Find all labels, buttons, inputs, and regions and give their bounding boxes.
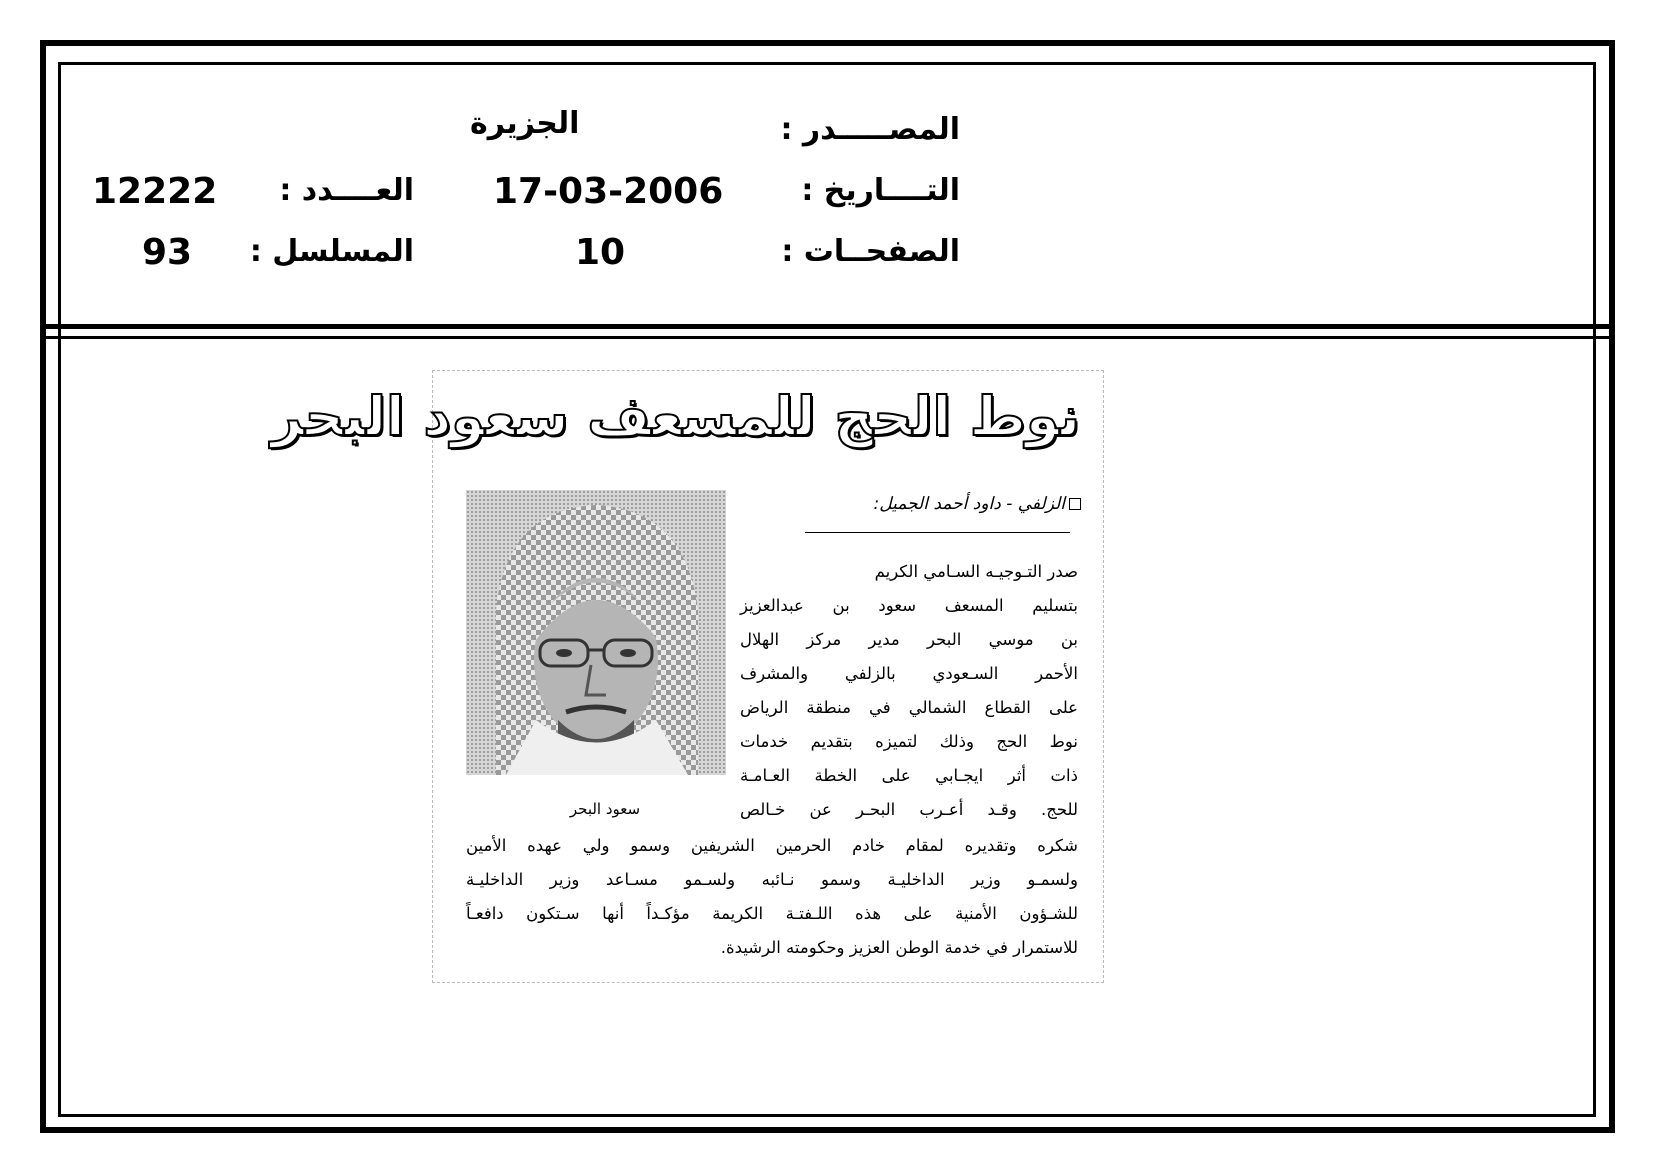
article-byline [781, 494, 1081, 514]
pages-label: الصفحــات : [781, 234, 960, 269]
body-line: للاستمرار في خدمة الوطن العزيز وحكومته الرشيدة. [720, 938, 1078, 957]
body-line: صدر التـوجيـه السـامي الكريم [874, 562, 1078, 581]
issue-label: العــــدد : [279, 173, 414, 208]
body-line: للحج. وقـد أعـرب البحـر عن خـالص [740, 800, 1078, 819]
byline-text: الزلفي - داود أحمد الجميل: [873, 494, 1065, 514]
body-line: شكره وتقديره لمقام خادم الحرمين الشريفين وسمو ولي عهده الأمين [466, 836, 1078, 855]
body-line: للشـؤون الأمنية على هذه اللـفتـة الكريمة مؤكـداً أنها سـتكون دافعـاً [466, 904, 1078, 923]
body-line: ذات أثر ايجـابي على الخطة العـامـة [740, 766, 1078, 785]
body-line: بن موسي البحر مدير مركز الهلال [740, 630, 1078, 649]
byline-rule [805, 532, 1070, 533]
article-headline: نوط الحج للمسعف سعود البحر [271, 385, 1080, 448]
pages-value: 10 [575, 232, 626, 273]
header-divider-thick [44, 324, 1610, 329]
portrait-photo [466, 490, 726, 775]
header-divider-thin [44, 336, 1610, 339]
source-label: المصـــــدر : [780, 112, 960, 147]
article-body-column [740, 555, 1078, 827]
square-bullet-icon [1069, 498, 1081, 510]
serial-value: 93 [142, 232, 193, 273]
date-label: التــــاريخ : [801, 173, 960, 208]
serial-label: المسلسل : [249, 234, 414, 269]
date-value: 17-03-2006 [493, 171, 724, 212]
body-line: ولسمـو وزير الداخليـة وسمو نـائبه ولسـمو مسـاعد وزير الداخليـة [466, 870, 1078, 889]
body-line: على القطاع الشمالي في منطقة الرياض [740, 698, 1078, 717]
photo-caption: سعود البحر [569, 800, 641, 818]
source-value: الجزيرة [470, 106, 580, 141]
issue-value: 12222 [92, 171, 218, 212]
body-line: نوط الحج وذلك لتميزه بتقديم خدمات [740, 732, 1078, 751]
article-body-full [466, 829, 1078, 965]
body-line: الأحمر السـعودي بالزلفي والمشرف [740, 664, 1078, 683]
body-line: بتسليم المسعف سعود بن عبدالعزيز [740, 596, 1078, 615]
